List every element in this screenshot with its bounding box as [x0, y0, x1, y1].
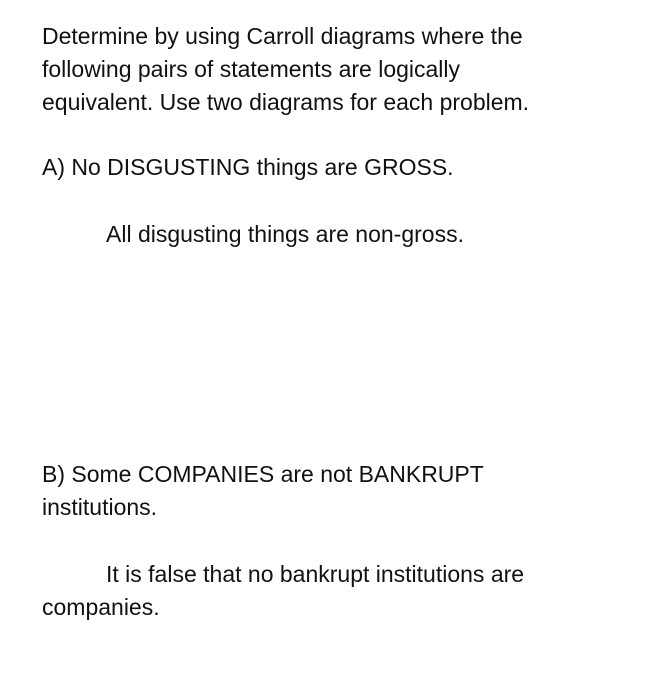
problem-b-statement-1-line: B) Some COMPANIES are not BANKRUPT — [42, 461, 484, 487]
instructions-paragraph — [42, 20, 602, 119]
problem-b-statement-1 — [42, 458, 642, 524]
problem-a-statement-2: All disgusting things are non-gross. — [106, 221, 464, 247]
instructions-line: equivalent. Use two diagrams for each problem. — [42, 89, 530, 115]
document-body — [42, 20, 642, 624]
instructions-line: following pairs of statements are logically — [42, 56, 461, 82]
problem-b-statement-1-line: institutions. — [42, 494, 158, 520]
problem-a — [42, 151, 642, 251]
problem-b-statement-2 — [42, 558, 642, 624]
problem-b — [42, 458, 642, 624]
instructions-line: Determine by using Carroll diagrams where the — [42, 23, 523, 49]
problem-b-statement-2-line: It is false that no bankrupt institutions are — [106, 561, 525, 587]
problem-a-statement-1: A) No DISGUSTING things are GROSS. — [42, 154, 454, 180]
problem-b-statement-2-line: companies. — [42, 594, 160, 620]
